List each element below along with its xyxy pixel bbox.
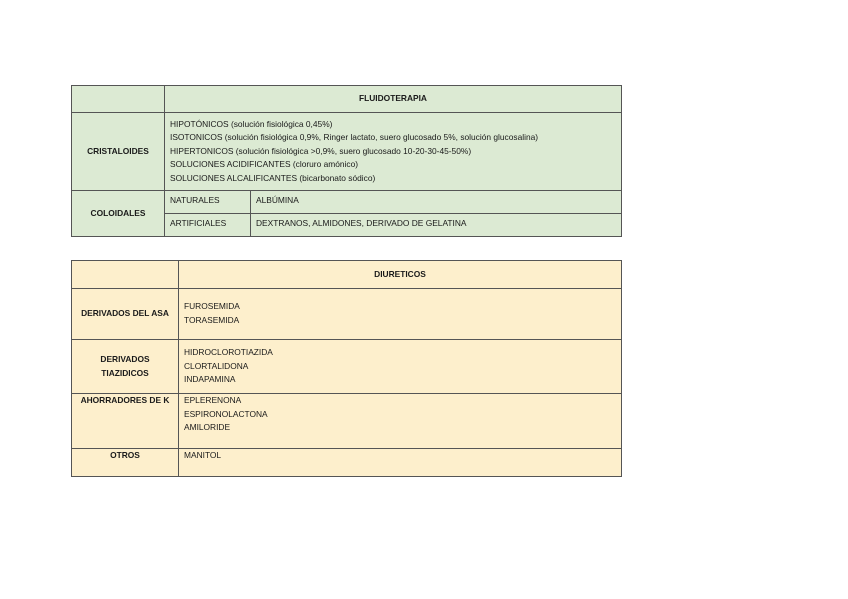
coloidales-type: NATURALES xyxy=(165,191,251,214)
group-label: OTROS xyxy=(72,449,179,477)
list-item: ISOTONICOS (solución fisiológica 0,9%, Ringer lactato, suero glucosado 5%, solución glucosalina) xyxy=(170,132,539,143)
list-item: INDAPAMINA xyxy=(184,374,236,385)
coloidales-type: ARTIFICIALES xyxy=(165,214,251,237)
group-items xyxy=(179,289,622,340)
group-items xyxy=(179,394,622,449)
list-item: SOLUCIONES ACIDIFICANTES (cloruro amónico) xyxy=(170,159,359,170)
group-items xyxy=(179,340,622,394)
fluidoterapia-table xyxy=(71,85,622,237)
group-label: DERIVADOS DEL ASA xyxy=(72,289,179,340)
list-item: HIDROCLOROTIAZIDA xyxy=(184,347,273,358)
cristaloides-items xyxy=(165,113,622,191)
list-item: CLORTALIDONA xyxy=(184,360,249,371)
coloidales-label: COLOIDALES xyxy=(72,191,165,237)
corner-cell xyxy=(72,86,165,113)
group-label xyxy=(72,340,179,394)
diureticos-table xyxy=(71,260,622,477)
group-items xyxy=(179,449,622,477)
diureticos-title: DIURETICOS xyxy=(179,261,622,289)
list-item: ESPIRONOLACTONA xyxy=(184,408,268,419)
list-item: HIPERTONICOS (solución fisiológica >0,9%, suero glucosado 10-20-30-45-50%) xyxy=(170,145,472,156)
group-label-text: DERIVADOS TIAZIDICOS xyxy=(100,353,150,378)
list-item: AMILORIDE xyxy=(184,422,231,433)
cristaloides-label: CRISTALOIDES xyxy=(72,113,165,191)
coloidales-value: ALBÚMINA xyxy=(251,191,622,214)
list-item: MANITOL xyxy=(184,450,222,460)
list-item: SOLUCIONES ALCALIFICANTES (bicarbonato sódico) xyxy=(170,172,376,183)
group-label: AHORRADORES DE K xyxy=(72,394,179,449)
fluidoterapia-title: FLUIDOTERAPIA xyxy=(165,86,622,113)
list-item: FUROSEMIDA xyxy=(184,301,240,312)
list-item: TORASEMIDA xyxy=(184,315,240,325)
corner-cell xyxy=(72,261,179,289)
coloidales-value: DEXTRANOS, ALMIDONES, DERIVADO DE GELATINA xyxy=(251,214,622,237)
list-item: HIPOTÓNICOS (solución fisiológica 0,45%) xyxy=(170,118,333,129)
list-item: EPLERENONA xyxy=(184,395,242,405)
